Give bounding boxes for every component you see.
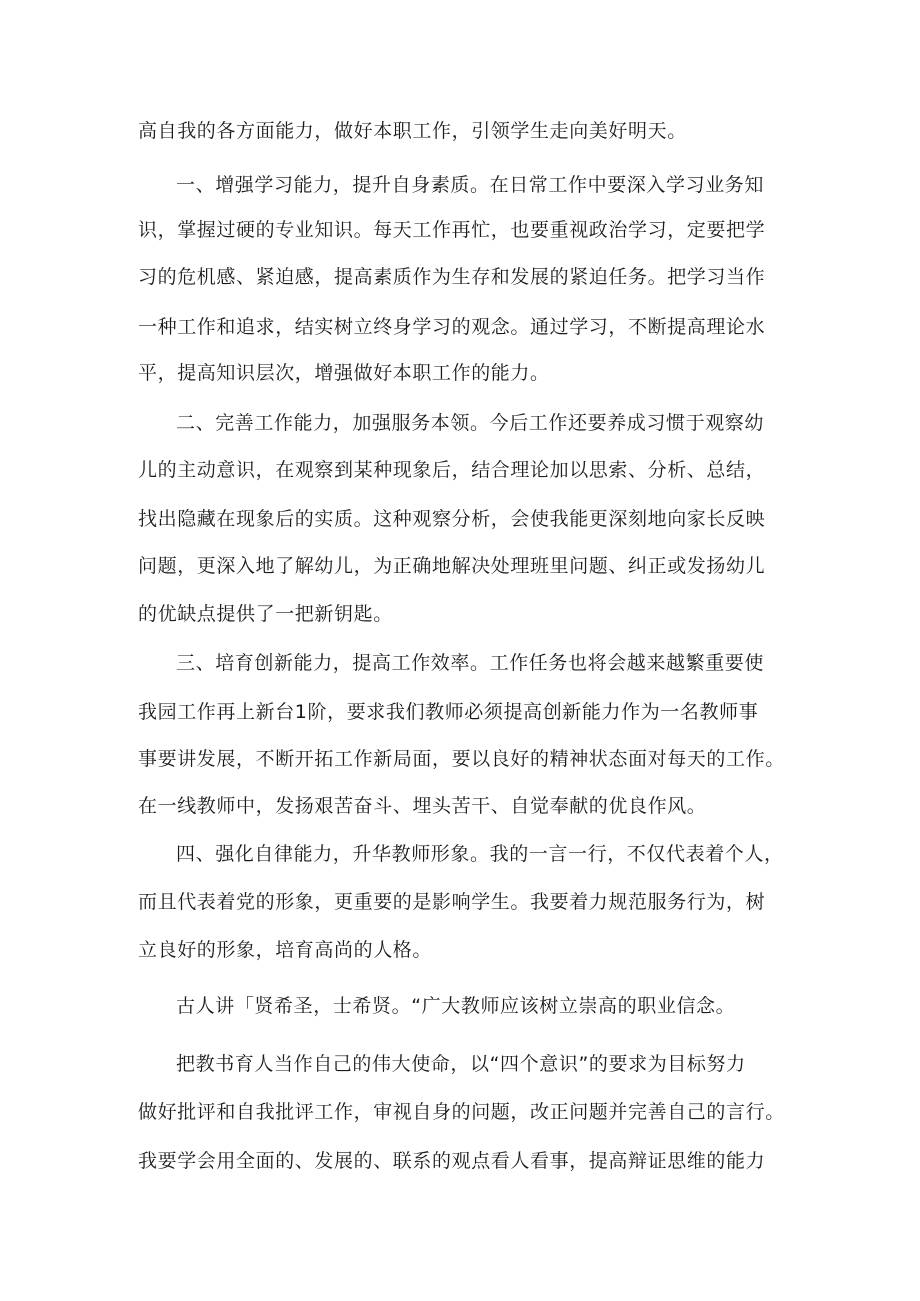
text-line: 而且代表着党的形象，更重要的是影响学生。我要着力规范服务行为，树	[138, 891, 766, 913]
text-line: 高自我的各方面能力，做好本职工作，引领学生走向美好明天。	[138, 120, 687, 142]
paragraph-2-line-1: 二、完善工作能力，加强服务本领。今后工作还要养成习惯于观察幼	[176, 412, 765, 434]
text-line: 我园工作再上新台1阶，要求我们教师必须提高创新能力作为一名教师事	[138, 701, 759, 723]
paragraph-5-line-1: 古人讲「贤希圣，士希贤。“广大教师应该树立崇高的职业信念。	[176, 995, 736, 1017]
text-line: 习的危机感、紧迫感，提高素质作为生存和发展的紧迫任务。把学习当作	[138, 266, 766, 288]
text-line: 事要讲发展，不断开拓工作新局面，要以良好的精神状态面对每天的工作。	[138, 748, 785, 770]
text-line: 我要学会用全面的、发展的、联系的观点看人看事，提高辩证思维的能力	[138, 1150, 766, 1172]
text-line: 一种工作和追求，结实树立终身学习的观念。通过学习，不断提高理论水	[138, 316, 766, 338]
text-line: 问题，更深入地了解幼儿，为正确地解决处理班里问题、纠正或发扬幼儿	[138, 555, 766, 577]
text-line: 识，掌握过硬的专业知识。每天工作再忙，也要重视政治学习，定要把学	[138, 219, 766, 241]
text-line: 儿的主动意识，在观察到某种现象后，结合理论加以思索、分析、总结，	[138, 459, 766, 481]
paragraph-4-line-1: 四、强化自律能力，升华教师形象。我的一言一行，不仅代表着个人，	[176, 843, 784, 865]
text-line: 在一线教师中，发扬艰苦奋斗、埋头苦干、自觉奉献的优良作风。	[138, 795, 707, 817]
text-line: 的优缺点提供了一把新钥匙。	[138, 603, 393, 625]
text-line: 立良好的形象，培育高尚的人格。	[138, 939, 433, 961]
paragraph-3-line-1: 三、培育创新能力，提高工作效率。工作任务也将会越来越繁重要使	[176, 652, 765, 674]
text-line: 做好批评和自我批评工作，审视自身的问题，改正问题并完善自己的言行。	[138, 1101, 785, 1123]
text-line: 平，提高知识层次，增强做好本职工作的能力。	[138, 362, 550, 384]
paragraph-1-line-1: 一、增强学习能力，提升自身素质。在日常工作中要深入学习业务知	[176, 174, 765, 196]
text-line: 找出隐藏在现象后的实质。这种观察分析，会使我能更深刻地向家长反映	[138, 508, 766, 530]
paragraph-6-line-1: 把教书育人当作自己的伟大使命，以“四个意识”的要求为目标努力	[176, 1053, 746, 1075]
